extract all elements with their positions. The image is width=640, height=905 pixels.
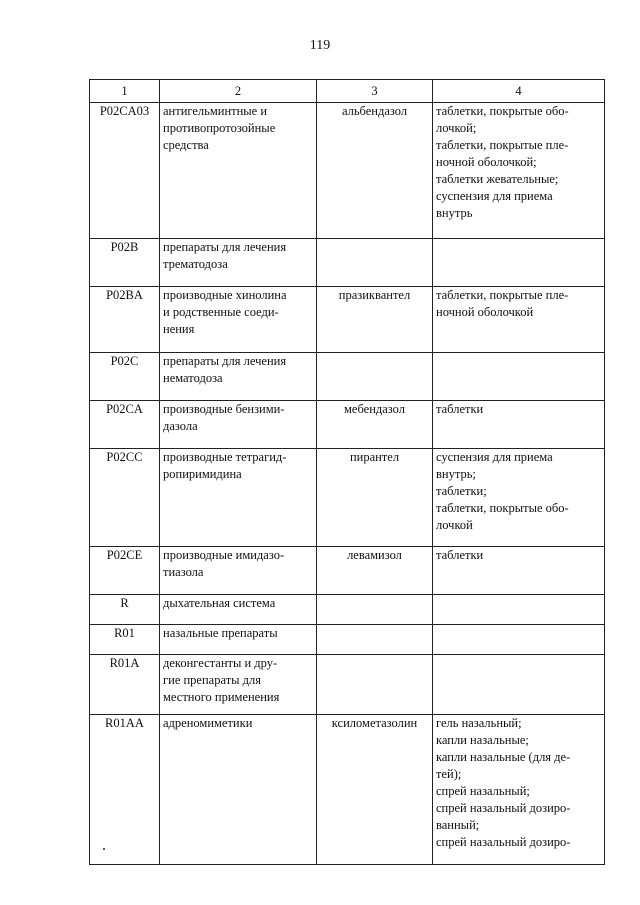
group-name-line: тиазола xyxy=(163,565,204,579)
group-name-line: и родственные соеди- xyxy=(163,305,279,319)
dosage-forms-cell xyxy=(433,625,605,655)
dosage-forms-line: ночной оболочкой; xyxy=(436,155,537,169)
dosage-forms-line: внутрь xyxy=(436,206,473,220)
drug-name-cell xyxy=(317,595,433,625)
drug-name-cell xyxy=(317,625,433,655)
dosage-forms-line: таблетки; xyxy=(436,484,487,498)
group-name-cell xyxy=(160,449,317,547)
dosage-forms-line: лочкой xyxy=(436,518,473,532)
drug-name-line: альбендазол xyxy=(341,104,408,118)
dosage-forms-line: таблетки xyxy=(436,402,484,416)
atc-code-cell: P02B xyxy=(90,239,160,287)
dosage-forms-line: таблетки, покрытые пле- xyxy=(436,138,569,152)
drug-name-cell xyxy=(317,715,433,865)
group-name-cell xyxy=(160,595,317,625)
table-row xyxy=(90,287,605,353)
group-name-cell xyxy=(160,715,317,865)
group-name-line: местного применения xyxy=(163,690,280,704)
group-name-cell xyxy=(160,401,317,449)
dosage-forms-cell xyxy=(433,287,605,353)
dosage-forms-line: ванный; xyxy=(436,818,480,832)
dosage-forms-cell xyxy=(433,547,605,595)
group-name-line: противопротозойные xyxy=(163,121,276,135)
group-name-line: производные имидазо- xyxy=(163,548,285,562)
atc-code-cell: R01AA xyxy=(90,715,160,865)
group-name-cell xyxy=(160,547,317,595)
drug-name-line: мебендазол xyxy=(344,402,405,416)
group-name-line: назальные препараты xyxy=(163,626,278,640)
dosage-forms-cell xyxy=(433,715,605,865)
group-name-line: дазола xyxy=(163,419,198,433)
group-name-cell xyxy=(160,239,317,287)
dosage-forms-line: таблетки xyxy=(436,548,484,562)
drug-name-cell xyxy=(317,547,433,595)
group-name-line: адреномиметики xyxy=(163,716,253,730)
table-row xyxy=(90,655,605,715)
group-name-line: средства xyxy=(163,138,209,152)
group-name-cell xyxy=(160,287,317,353)
group-name-line: антигельминтные и xyxy=(163,104,268,118)
atc-code-cell: P02C xyxy=(90,353,160,401)
dosage-forms-line: лочкой; xyxy=(436,121,477,135)
dosage-forms-line: капли назальные; xyxy=(436,733,529,747)
dosage-forms-line: ночной оболочкой xyxy=(436,305,534,319)
group-name-line: дыхательная система xyxy=(163,596,276,610)
group-name-line: трематодоза xyxy=(163,257,228,271)
dosage-forms-line: суспензия для приема xyxy=(436,450,553,464)
group-name-line: гие препараты для xyxy=(163,673,262,687)
dosage-forms-cell xyxy=(433,401,605,449)
table-row xyxy=(90,595,605,625)
dosage-forms-line: тей); xyxy=(436,767,462,781)
table-body xyxy=(90,103,605,865)
atc-code-cell: P02CE xyxy=(90,547,160,595)
group-name-cell xyxy=(160,103,317,239)
medication-table xyxy=(89,79,605,865)
dosage-forms-cell xyxy=(433,595,605,625)
dosage-forms-cell xyxy=(433,449,605,547)
drug-name-line: левамизол xyxy=(347,548,402,562)
table-row xyxy=(90,353,605,401)
table-row xyxy=(90,547,605,595)
drug-name-cell xyxy=(317,401,433,449)
column-header-2: 2 xyxy=(160,80,317,103)
table-row xyxy=(90,449,605,547)
dosage-forms-line: суспензия для приема xyxy=(436,189,553,203)
column-header-4: 4 xyxy=(433,80,605,103)
dosage-forms-line: внутрь; xyxy=(436,467,476,481)
atc-code-cell: R xyxy=(90,595,160,625)
dosage-forms-cell xyxy=(433,655,605,715)
dosage-forms-line: спрей назальный; xyxy=(436,784,530,798)
drug-name-cell xyxy=(317,655,433,715)
group-name-line: нения xyxy=(163,322,195,336)
atc-code-cell: P02CC xyxy=(90,449,160,547)
atc-code-cell: P02BA xyxy=(90,287,160,353)
drug-name-line: ксилометазолин xyxy=(331,716,418,730)
dosage-forms-cell xyxy=(433,239,605,287)
group-name-line: препараты для лечения xyxy=(163,240,287,254)
drug-name-cell xyxy=(317,103,433,239)
group-name-line: деконгестанты и дру- xyxy=(163,656,278,670)
table-row xyxy=(90,625,605,655)
dosage-forms-line: таблетки жевательные; xyxy=(436,172,559,186)
drug-name-line: празиквантел xyxy=(338,288,411,302)
dosage-forms-line: таблетки, покрытые пле- xyxy=(436,288,569,302)
group-name-line: производные тетрагид- xyxy=(163,450,287,464)
table-row xyxy=(90,103,605,239)
group-name-cell xyxy=(160,353,317,401)
group-name-line: препараты для лечения xyxy=(163,354,287,368)
table-header-row xyxy=(90,80,605,103)
drug-name-line: пирантел xyxy=(349,450,400,464)
column-header-1: 1 xyxy=(90,80,160,103)
dosage-forms-line: таблетки, покрытые обо- xyxy=(436,104,569,118)
group-name-line: нематодоза xyxy=(163,371,223,385)
dosage-forms-line: спрей назальный дозиро- xyxy=(436,835,571,849)
drug-name-cell xyxy=(317,287,433,353)
dosage-forms-line: капли назальные (для де- xyxy=(436,750,571,764)
group-name-cell xyxy=(160,625,317,655)
page-number: 119 xyxy=(309,38,331,53)
dosage-forms-cell xyxy=(433,353,605,401)
table-row xyxy=(90,401,605,449)
column-header-3: 3 xyxy=(317,80,433,103)
atc-code-cell: P02CA xyxy=(90,401,160,449)
dosage-forms-line: спрей назальный дозиро- xyxy=(436,801,571,815)
dosage-forms-line: гель назальный; xyxy=(436,716,522,730)
dosage-forms-cell xyxy=(433,103,605,239)
drug-name-cell xyxy=(317,239,433,287)
table-row xyxy=(90,715,605,865)
drug-name-cell xyxy=(317,449,433,547)
atc-code-cell: P02CA03 xyxy=(90,103,160,239)
atc-code-cell: R01A xyxy=(90,655,160,715)
group-name-cell xyxy=(160,655,317,715)
table-row xyxy=(90,239,605,287)
dosage-forms-line: таблетки, покрытые обо- xyxy=(436,501,569,515)
group-name-line: ропиримидина xyxy=(163,467,242,481)
group-name-line: производные хинолина xyxy=(163,288,287,302)
drug-name-cell xyxy=(317,353,433,401)
atc-code-cell: R01 xyxy=(90,625,160,655)
scan-speck xyxy=(103,848,105,850)
group-name-line: производные бензими- xyxy=(163,402,285,416)
